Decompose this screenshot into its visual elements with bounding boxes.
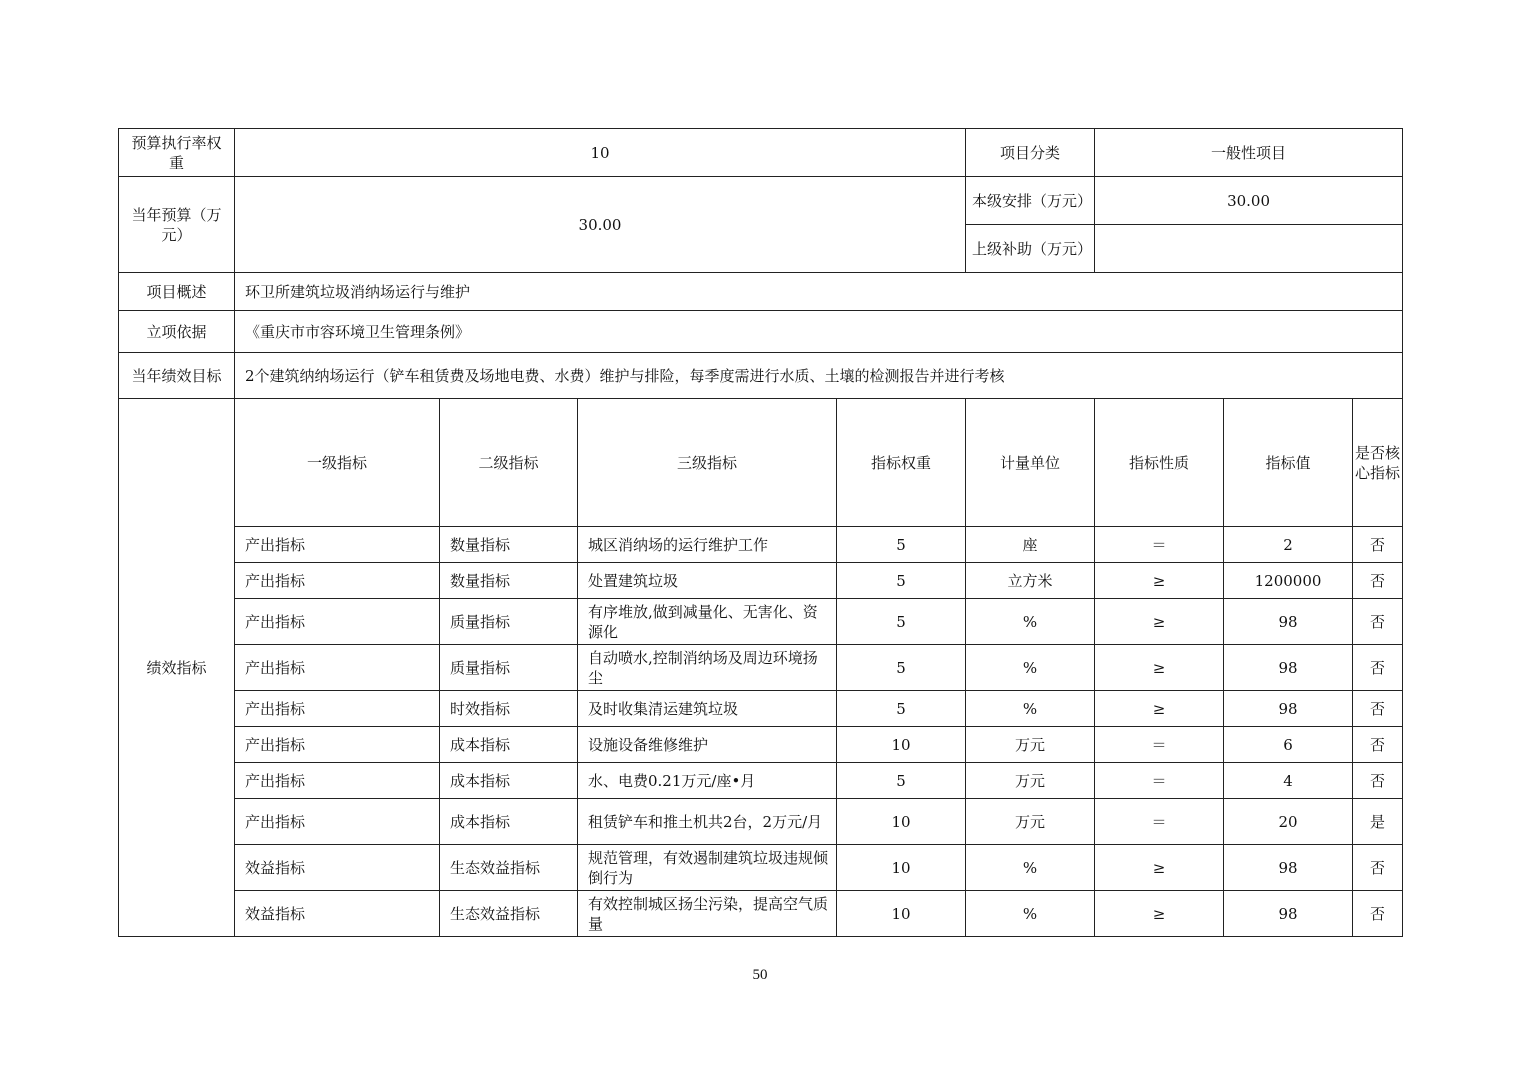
- project-category-value: 一般性项目: [1095, 129, 1403, 177]
- value-cell: 1200000: [1224, 563, 1353, 599]
- performance-label: 绩效指标: [119, 399, 235, 937]
- level2-cell: 质量指标: [440, 599, 578, 645]
- unit-cell: 万元: [966, 763, 1095, 799]
- core-cell: 否: [1353, 599, 1403, 645]
- unit-cell: 万元: [966, 799, 1095, 845]
- table-row: [119, 799, 1403, 845]
- level2-cell: 质量指标: [440, 645, 578, 691]
- table-row: [119, 645, 1403, 691]
- table-row: [119, 599, 1403, 645]
- level2-cell: 时效指标: [440, 691, 578, 727]
- level1-cell: 产出指标: [235, 563, 440, 599]
- level1-cell: 产出指标: [235, 645, 440, 691]
- level3-cell: 租赁铲车和推土机共2台，2万元/月: [578, 799, 837, 845]
- local-allocation-label: 本级安排（万元）: [966, 177, 1095, 225]
- nature-cell: ≥: [1095, 645, 1224, 691]
- basis-value: 《重庆市市容环境卫生管理条例》: [235, 311, 1403, 353]
- unit-cell: %: [966, 691, 1095, 727]
- value-cell: 2: [1224, 527, 1353, 563]
- annual-budget-label: 当年预算（万元）: [119, 177, 235, 273]
- table-row: [119, 763, 1403, 799]
- nature-cell: ≥: [1095, 845, 1224, 891]
- unit-cell: 万元: [966, 727, 1095, 763]
- nature-cell: ＝: [1095, 799, 1224, 845]
- weight-cell: 5: [837, 527, 966, 563]
- core-cell: 否: [1353, 563, 1403, 599]
- value-cell: 98: [1224, 891, 1353, 937]
- value-cell: 20: [1224, 799, 1353, 845]
- weight-cell: 5: [837, 645, 966, 691]
- level3-cell: 及时收集清运建筑垃圾: [578, 691, 837, 727]
- level3-cell: 水、电费0.21万元/座•月: [578, 763, 837, 799]
- core-cell: 否: [1353, 845, 1403, 891]
- core-cell: 否: [1353, 891, 1403, 937]
- nature-cell: ≥: [1095, 891, 1224, 937]
- annual-goal-value: 2个建筑纳纳场运行（铲车租赁费及场地电费、水费）维护与排险，每季度需进行水质、土壤的检测报告并进行考核: [235, 353, 1403, 399]
- nature-cell: ＝: [1095, 727, 1224, 763]
- level1-cell: 产出指标: [235, 599, 440, 645]
- level3-cell: 有效控制城区扬尘污染，提高空气质量: [578, 891, 837, 937]
- level3-cell: 规范管理，有效遏制建筑垃圾违规倾倒行为: [578, 845, 837, 891]
- value-cell: 98: [1224, 645, 1353, 691]
- core-cell: 否: [1353, 527, 1403, 563]
- unit-cell: %: [966, 845, 1095, 891]
- unit-cell: %: [966, 599, 1095, 645]
- budget-exec-weight-value: 10: [235, 129, 966, 177]
- value-cell: 98: [1224, 599, 1353, 645]
- project-overview-value: 环卫所建筑垃圾消纳场运行与维护: [235, 273, 1403, 311]
- nature-cell: ≥: [1095, 599, 1224, 645]
- superior-subsidy-label: 上级补助（万元）: [966, 225, 1095, 273]
- unit-cell: 座: [966, 527, 1095, 563]
- weight-cell: 5: [837, 763, 966, 799]
- nature-cell: ＝: [1095, 527, 1224, 563]
- value-cell: 98: [1224, 845, 1353, 891]
- weight-cell: 5: [837, 599, 966, 645]
- level1-cell: 产出指标: [235, 691, 440, 727]
- value-cell: 4: [1224, 763, 1353, 799]
- column-header: 三级指标: [578, 399, 837, 527]
- weight-cell: 10: [837, 845, 966, 891]
- level3-cell: 有序堆放,做到减量化、无害化、资源化: [578, 599, 837, 645]
- unit-cell: %: [966, 891, 1095, 937]
- level2-cell: 生态效益指标: [440, 845, 578, 891]
- level2-cell: 成本指标: [440, 763, 578, 799]
- core-cell: 否: [1353, 763, 1403, 799]
- core-cell: 否: [1353, 727, 1403, 763]
- level2-cell: 数量指标: [440, 563, 578, 599]
- annual-budget-value: 30.00: [235, 177, 966, 273]
- level3-cell: 处置建筑垃圾: [578, 563, 837, 599]
- column-header: 指标权重: [837, 399, 966, 527]
- level3-cell: 城区消纳场的运行维护工作: [578, 527, 837, 563]
- column-header: 指标性质: [1095, 399, 1224, 527]
- weight-cell: 5: [837, 563, 966, 599]
- level1-cell: 效益指标: [235, 845, 440, 891]
- nature-cell: ＝: [1095, 763, 1224, 799]
- nature-cell: ≥: [1095, 563, 1224, 599]
- nature-cell: ≥: [1095, 691, 1224, 727]
- core-cell: 否: [1353, 645, 1403, 691]
- page-number: 50: [752, 967, 768, 983]
- project-category-label: 项目分类: [966, 129, 1095, 177]
- budget-exec-weight-label: 预算执行率权重: [119, 129, 235, 177]
- level1-cell: 产出指标: [235, 799, 440, 845]
- local-allocation-value: 30.00: [1095, 177, 1403, 225]
- level3-cell: 设施设备维修维护: [578, 727, 837, 763]
- level1-cell: 产出指标: [235, 727, 440, 763]
- basis-label: 立项依据: [119, 311, 235, 353]
- table-row: [119, 527, 1403, 563]
- project-overview-label: 项目概述: [119, 273, 235, 311]
- column-header-vertical: 是否核心指标: [1353, 399, 1403, 527]
- performance-table: [118, 128, 1403, 937]
- column-header: 一级指标: [235, 399, 440, 527]
- superior-subsidy-value: [1095, 225, 1403, 273]
- unit-cell: 立方米: [966, 563, 1095, 599]
- level1-cell: 产出指标: [235, 527, 440, 563]
- core-cell: 是: [1353, 799, 1403, 845]
- level2-cell: 成本指标: [440, 799, 578, 845]
- weight-cell: 5: [837, 691, 966, 727]
- level2-cell: 数量指标: [440, 527, 578, 563]
- value-cell: 6: [1224, 727, 1353, 763]
- level2-cell: 生态效益指标: [440, 891, 578, 937]
- column-header: 指标值: [1224, 399, 1353, 527]
- table-row: [119, 691, 1403, 727]
- level1-cell: 产出指标: [235, 763, 440, 799]
- table-row: [119, 845, 1403, 891]
- table-row: [119, 891, 1403, 937]
- table-row: [119, 563, 1403, 599]
- column-header: 计量单位: [966, 399, 1095, 527]
- annual-goal-label: 当年绩效目标: [119, 353, 235, 399]
- weight-cell: 10: [837, 727, 966, 763]
- level3-cell: 自动喷水,控制消纳场及周边环境扬尘: [578, 645, 837, 691]
- weight-cell: 10: [837, 799, 966, 845]
- weight-cell: 10: [837, 891, 966, 937]
- value-cell: 98: [1224, 691, 1353, 727]
- column-header: 二级指标: [440, 399, 578, 527]
- core-cell: 否: [1353, 691, 1403, 727]
- unit-cell: %: [966, 645, 1095, 691]
- level2-cell: 成本指标: [440, 727, 578, 763]
- table-row: [119, 727, 1403, 763]
- level1-cell: 效益指标: [235, 891, 440, 937]
